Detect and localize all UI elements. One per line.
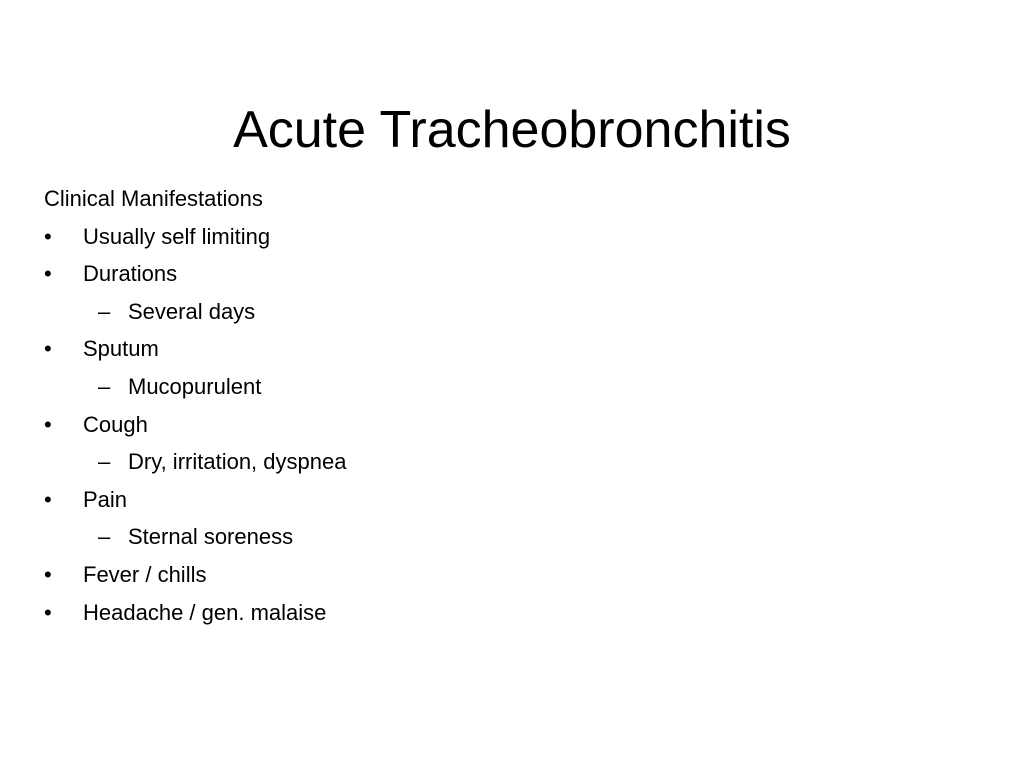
bullet-icon: • <box>44 336 52 362</box>
bullet-item <box>44 406 944 444</box>
bullet-text: Pain <box>83 486 128 512</box>
bullet-text: Usually self limiting <box>83 223 271 249</box>
bullet-text: Headache / gen. malaise <box>83 599 327 625</box>
sub-bullet-item <box>44 293 944 331</box>
sub-bullet-text: Dry, irritation, dyspnea <box>128 449 347 475</box>
bullet-icon: • <box>44 411 52 437</box>
section-heading <box>44 180 944 218</box>
sub-bullet-item <box>44 443 944 481</box>
bullet-item <box>44 481 944 519</box>
bullet-text: Cough <box>83 411 148 437</box>
dash-icon: – <box>98 449 111 475</box>
bullet-icon: • <box>44 486 52 512</box>
dash-icon: – <box>98 373 111 399</box>
sub-bullet-item <box>44 368 944 406</box>
bullet-text: Sputum <box>83 336 159 362</box>
bullet-icon: • <box>44 561 52 587</box>
bullet-icon: • <box>44 223 52 249</box>
sub-bullet-text: Mucopurulent <box>128 373 262 399</box>
bullet-item <box>44 218 944 256</box>
slide-title: Acute Tracheobronchitis <box>233 101 791 159</box>
sub-bullet-text: Sternal soreness <box>128 524 294 550</box>
bullet-item <box>44 255 944 293</box>
bullet-item <box>44 556 944 594</box>
bullet-text: Fever / chills <box>83 561 207 587</box>
slide-body <box>44 180 944 631</box>
dash-icon: – <box>98 298 111 324</box>
bullet-icon: • <box>44 261 52 287</box>
bullet-item <box>44 594 944 632</box>
dash-icon: – <box>98 524 111 550</box>
sub-bullet-item <box>44 518 944 556</box>
bullet-text: Durations <box>83 261 178 287</box>
sub-bullet-text: Several days <box>128 298 256 324</box>
section-heading-text: Clinical Manifestations <box>44 186 263 211</box>
bullet-icon: • <box>44 599 52 625</box>
bullet-item <box>44 330 944 368</box>
